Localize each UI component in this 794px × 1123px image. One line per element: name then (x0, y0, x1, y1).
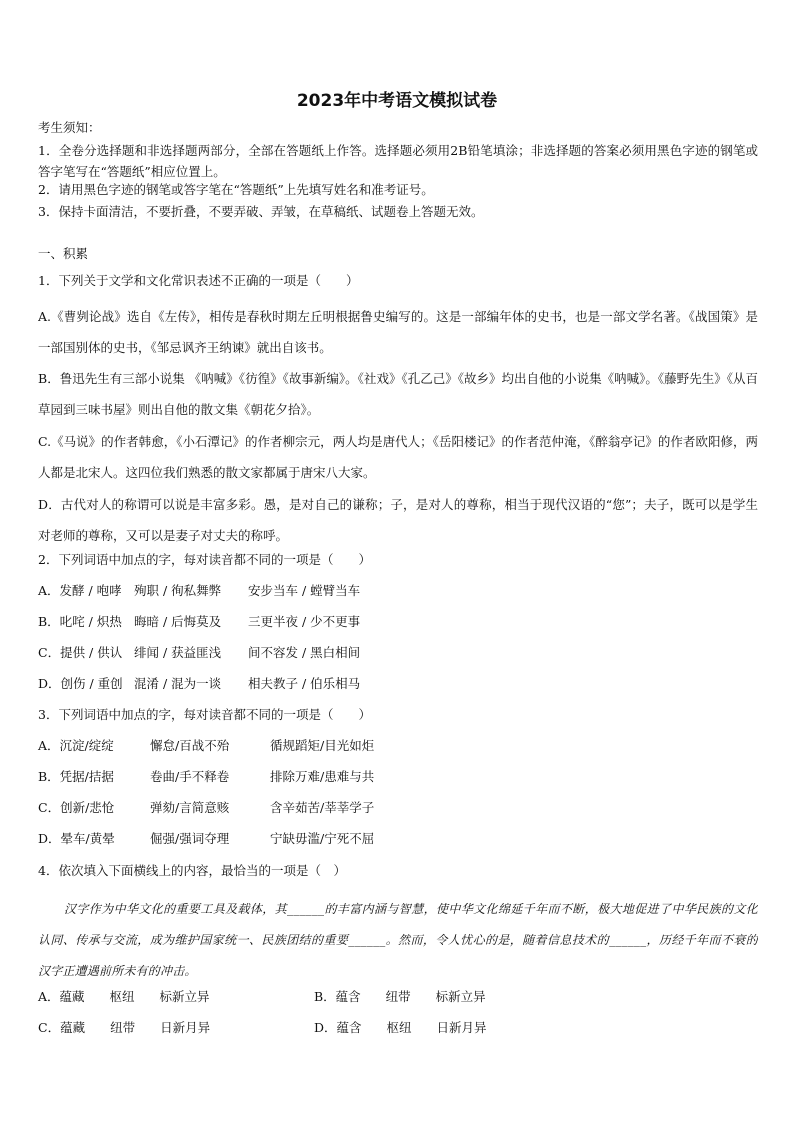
q3-c-3: 含辛茹苦/莘莘学子 (270, 800, 375, 815)
q3-d-2: 倔强/强词夺理 (150, 831, 230, 846)
notice-heading: 考生须知： (38, 120, 101, 135)
q3-d-3: 宁缺毋滥/宁死不屈 (270, 831, 375, 846)
notice-item-3: 3．保持卡面清洁，不要折叠，不要弄破、弄皱，在草稿纸、试题卷上答题无效。 (38, 204, 484, 219)
q2-a-2: 殉职 / 徇私舞弊 (134, 583, 222, 598)
section-heading: 一、积累 (38, 246, 89, 261)
page-title: 2023年中考语文模拟试卷 (296, 91, 498, 111)
q2-b-2: 晦暗 / 后悔莫及 (134, 614, 222, 629)
q2-stem: 2．下列词语中加点的字，每对读音都不同的一项是（ ） (38, 552, 371, 567)
q3-stem: 3．下列词语中加点的字，每对读音都不同的一项是（ ） (38, 707, 371, 722)
q3-option-row (38, 737, 430, 755)
q2-option-row (38, 613, 408, 631)
q3-b-1: B．凭据/拮据 (38, 769, 114, 784)
q3-option-row (38, 799, 430, 817)
q1-option-c: C.《马说》的作者韩愈，《小石潭记》的作者柳宗元，两人均是唐代人；《岳阳楼记》的作者范仲淹，《醉翁亭记》的作者欧阳修，两人都是北宋人。这四位我们熟悉的散文家都属于唐宋八大家。 (38, 434, 758, 480)
q1-option-a: A.《曹刿论战》选自《左传》，相传是春秋时期左丘明根据鲁史编写的。这是一部编年体的史书，也是一部文学名著。《战国策》是一部国别体的史书，《邹忌讽齐王纳谏》就出自该书。 (38, 309, 758, 355)
q3-c-1: C．创新/悲怆 (38, 800, 115, 815)
q3-a-1: A．沉淀/绽绽 (38, 738, 114, 753)
q2-a-1: A．发酵 / 咆哮 (38, 583, 122, 598)
q1-stem: 1．下列关于文学和文化常识表述不正确的一项是（ ） (38, 273, 359, 288)
q2-a-3: 安步当车 / 螳臂当车 (248, 583, 361, 598)
notice-item-1: 1．全卷分选择题和非选择题两部分，全部在答题纸上作答。选择题必须用2B铅笔填涂；非选择题的答案必须用黑色字迹的钢笔或答字笔写在“答题纸”相应位置上。 (38, 143, 758, 179)
notice-item-2: 2．请用黑色字迹的钢笔或答字笔在“答题纸”上先填写姓名和准考证号。 (38, 182, 434, 197)
q3-b-2: 卷曲/手不释卷 (150, 769, 230, 784)
q2-b-3: 三更半夜 / 少不更事 (248, 614, 361, 629)
q2-c-1: C．提供 / 供认 (38, 645, 123, 660)
q2-c-2: 绯闻 / 获益匪浅 (134, 645, 222, 660)
q3-b-3: 排除万难/患难与共 (270, 769, 375, 784)
q3-option-row (38, 830, 430, 848)
q2-d-1: D．创伤 / 重创 (38, 676, 123, 691)
q3-a-3: 循规蹈矩/目光如炬 (270, 738, 375, 753)
q2-c-3: 间不容发 / 黑白相间 (248, 645, 361, 660)
q3-a-2: 懈怠/百战不殆 (150, 738, 230, 753)
q1-option-d: D．古代对人的称谓可以说是丰富多彩。愚，是对自己的谦称；子，是对人的尊称，相当于现代汉语的“您”；夫子，既可以是学生对老师的尊称，又可以是妻子对丈夫的称呼。 (38, 497, 758, 543)
q4-option-a: A．蕴藏 枢纽 标新立异 (38, 989, 210, 1004)
q4-option-b: B．蕴含 纽带 标新立异 (314, 989, 486, 1004)
q2-option-row (38, 644, 408, 662)
q3-c-2: 弹劾/言简意赅 (150, 800, 230, 815)
q2-option-row (38, 675, 408, 693)
q2-b-1: B．叱咤 / 炽热 (38, 614, 122, 629)
q4-stem: 4．依次填入下面横线上的内容，最恰当的一项是（ ） (38, 863, 346, 878)
q4-passage: 汉字作为中华文化的重要工具及载体，其______的丰富内涵与智慧，使中华文化绵延千年而不断，极大地促进了中华民族的文化认同、传承与交流，成为维护国家统一、民族团结的重要______。然而，令人忧心的是，随着信息技术的______，历经千年而不衰的汉字正遭遇前所未有的冲击。 (38, 902, 758, 978)
q2-option-row (38, 582, 408, 600)
q2-d-2: 混淆 / 混为一谈 (134, 676, 222, 691)
q2-d-3: 相夫教子 / 伯乐相马 (248, 676, 361, 691)
q3-option-row (38, 768, 430, 786)
q1-option-b: B．鲁迅先生有三部小说集 《呐喊》《彷徨》《故事新编》。《社戏》《孔乙己》《故乡》均出自他的小说集《呐喊》。《藤野先生》《从百草园到三味书屋》则出自他的散文集《朝花夕拾》。 (38, 371, 758, 417)
q4-option-d: D．蕴含 枢纽 日新月异 (314, 1020, 487, 1035)
q4-option-c: C．蕴藏 纽带 日新月异 (38, 1020, 211, 1035)
q3-d-1: D．晕车/黄晕 (38, 831, 115, 846)
